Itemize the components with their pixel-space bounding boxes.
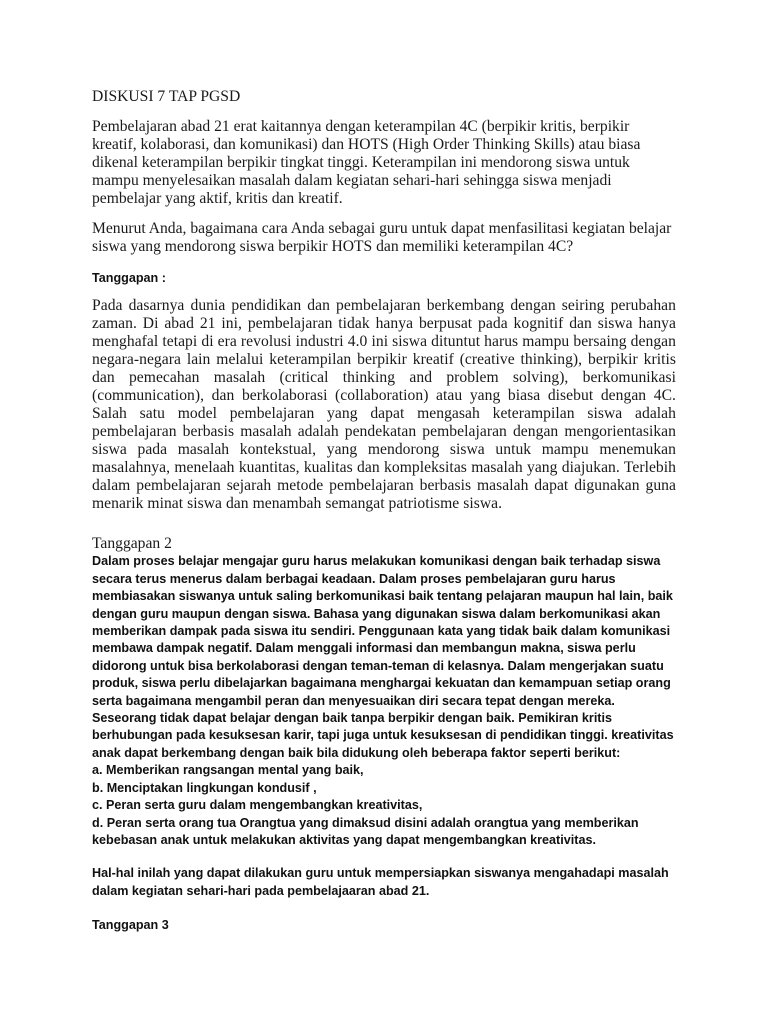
- tanggapan-3-heading: Tanggapan 3: [92, 918, 169, 933]
- document-title: DISKUSI 7 TAP PGSD: [92, 88, 241, 105]
- intro-paragraph: Pembelajaran abad 21 erat kaitannya dengan keterampilan 4C (berpikir kritis, berpikir kreatif, kolaborasi, dan komunikasi) dan HOTS (High Order Thinking Skills) atau biasa dikenal keterampilan berpikir tingkat tinggi. Keterampilan ini mendorong siswa untuk mampu menyelesaikan masalah dalam kegiatan sehari-hari sehingga siswa menjadi pembelajar yang aktif, kritis dan kreatif.: [92, 118, 641, 207]
- list-item: d. Peran serta orang tua Orangtua yang dimaksud disini adalah orangtua yang memberikan kebebasan anak untuk melakukan aktivitas yang dapat mengembangkan kreativitas.: [92, 815, 639, 847]
- question-paragraph: Menurut Anda, bagaimana cara Anda sebagai guru untuk dapat menfasilitasi kegiatan belajar siswa yang mendorong siswa berpikir HOTS dan memiliki keterampilan 4C?: [92, 220, 672, 255]
- tanggapan-2-body: Dalam proses belajar mengajar guru harus melakukan komunikasi dengan baik terhadap siswa secara terus menerus dalam berbagai keadaan. Dalam proses pembelajaran guru harus membiasakan siswanya untuk saling berkomunikasi baik tentang pelajaran maupun hal lain, baik dengan guru maupun dengan siswa. Bahasa yang digunakan siswa dalam berkomunikasi akan memberikan dampak pada siswa itu sendiri. Penggunaan kata yang tidak baik dalam komunikasi membawa dampak negatif. Dalam menggali informasi dan membangun makna, siswa perlu didorong untuk bisa berkolaborasi dengan teman-teman di kelasnya. Dalam mengerjakan suatu produk, siswa perlu dibelajarkan bagaimana menghargai kekuatan dan kemampuan setiap orang serta bagaimana mengambil peran dan menyesuaikan diri secara tepat dengan mereka. Seseorang tidak dapat belajar dengan baik tanpa berpikir dengan baik. Pemikiran kritis berhubungan pada kesuksesan karir, tapi juga untuk kesuksesan di pendidikan tinggi. kreativitas anak dapat berkembang dengan baik bila didukung oleh beberapa faktor seperti berikut:: [92, 554, 674, 760]
- tanggapan-2-heading: Tanggapan 2: [92, 535, 172, 553]
- tanggapan-1-body: Pada dasarnya dunia pendidikan dan pembelajaran berkembang dengan seiring perubahan zaman. Di abad 21 ini, pembelajaran tidak hanya berpusat pada kognitif dan siswa hanya menghafal tetapi di era revolusi industri 4.0 ini siswa dituntut harus mampu bersaing dengan negara-negara lain melalui keterampilan berpikir kreatif (creative thinking), berpikir kritis dan pemecahan masalah (critical thinking and problem solving), berkomunikasi (communication), dan berkolaborasi (collaboration) atau yang biasa disebut dengan 4C. Salah satu model pembelajaran yang dapat mengasah keterampilan siswa adalah pembelajaran berbasis masalah adalah pendekatan pembelajaran dengan mengorientasikan siswa pada masalah kontekstual, yang mendorong siswa untuk mampu menemukan masalahnya, menelaah kuantitas, kualitas dan kompleksitas masalah yang diajukan. Terlebih dalam pembelajaran sejarah metode pembelajaran berbasis masalah dapat digunakan guna menarik minat siswa dan menambah semangat patriotisme siswa.: [92, 297, 676, 513]
- factor-list: [92, 762, 676, 849]
- tanggapan-2-closing: Hal-hal inilah yang dapat dilakukan guru untuk mempersiapkan siswanya mengahadapi masalah dalam kegiatan sehari-hari pada pembelajaaran abad 21.: [92, 866, 669, 898]
- document-content: [92, 88, 676, 935]
- list-item: a. Memberikan rangsangan mental yang baik,: [92, 763, 364, 778]
- list-item: b. Menciptakan lingkungan kondusif ,: [92, 780, 317, 795]
- tanggapan-1-heading: Tanggapan :: [92, 271, 166, 285]
- list-item: c. Peran serta guru dalam mengembangkan kreativitas,: [92, 798, 423, 813]
- spacer: [92, 849, 676, 865]
